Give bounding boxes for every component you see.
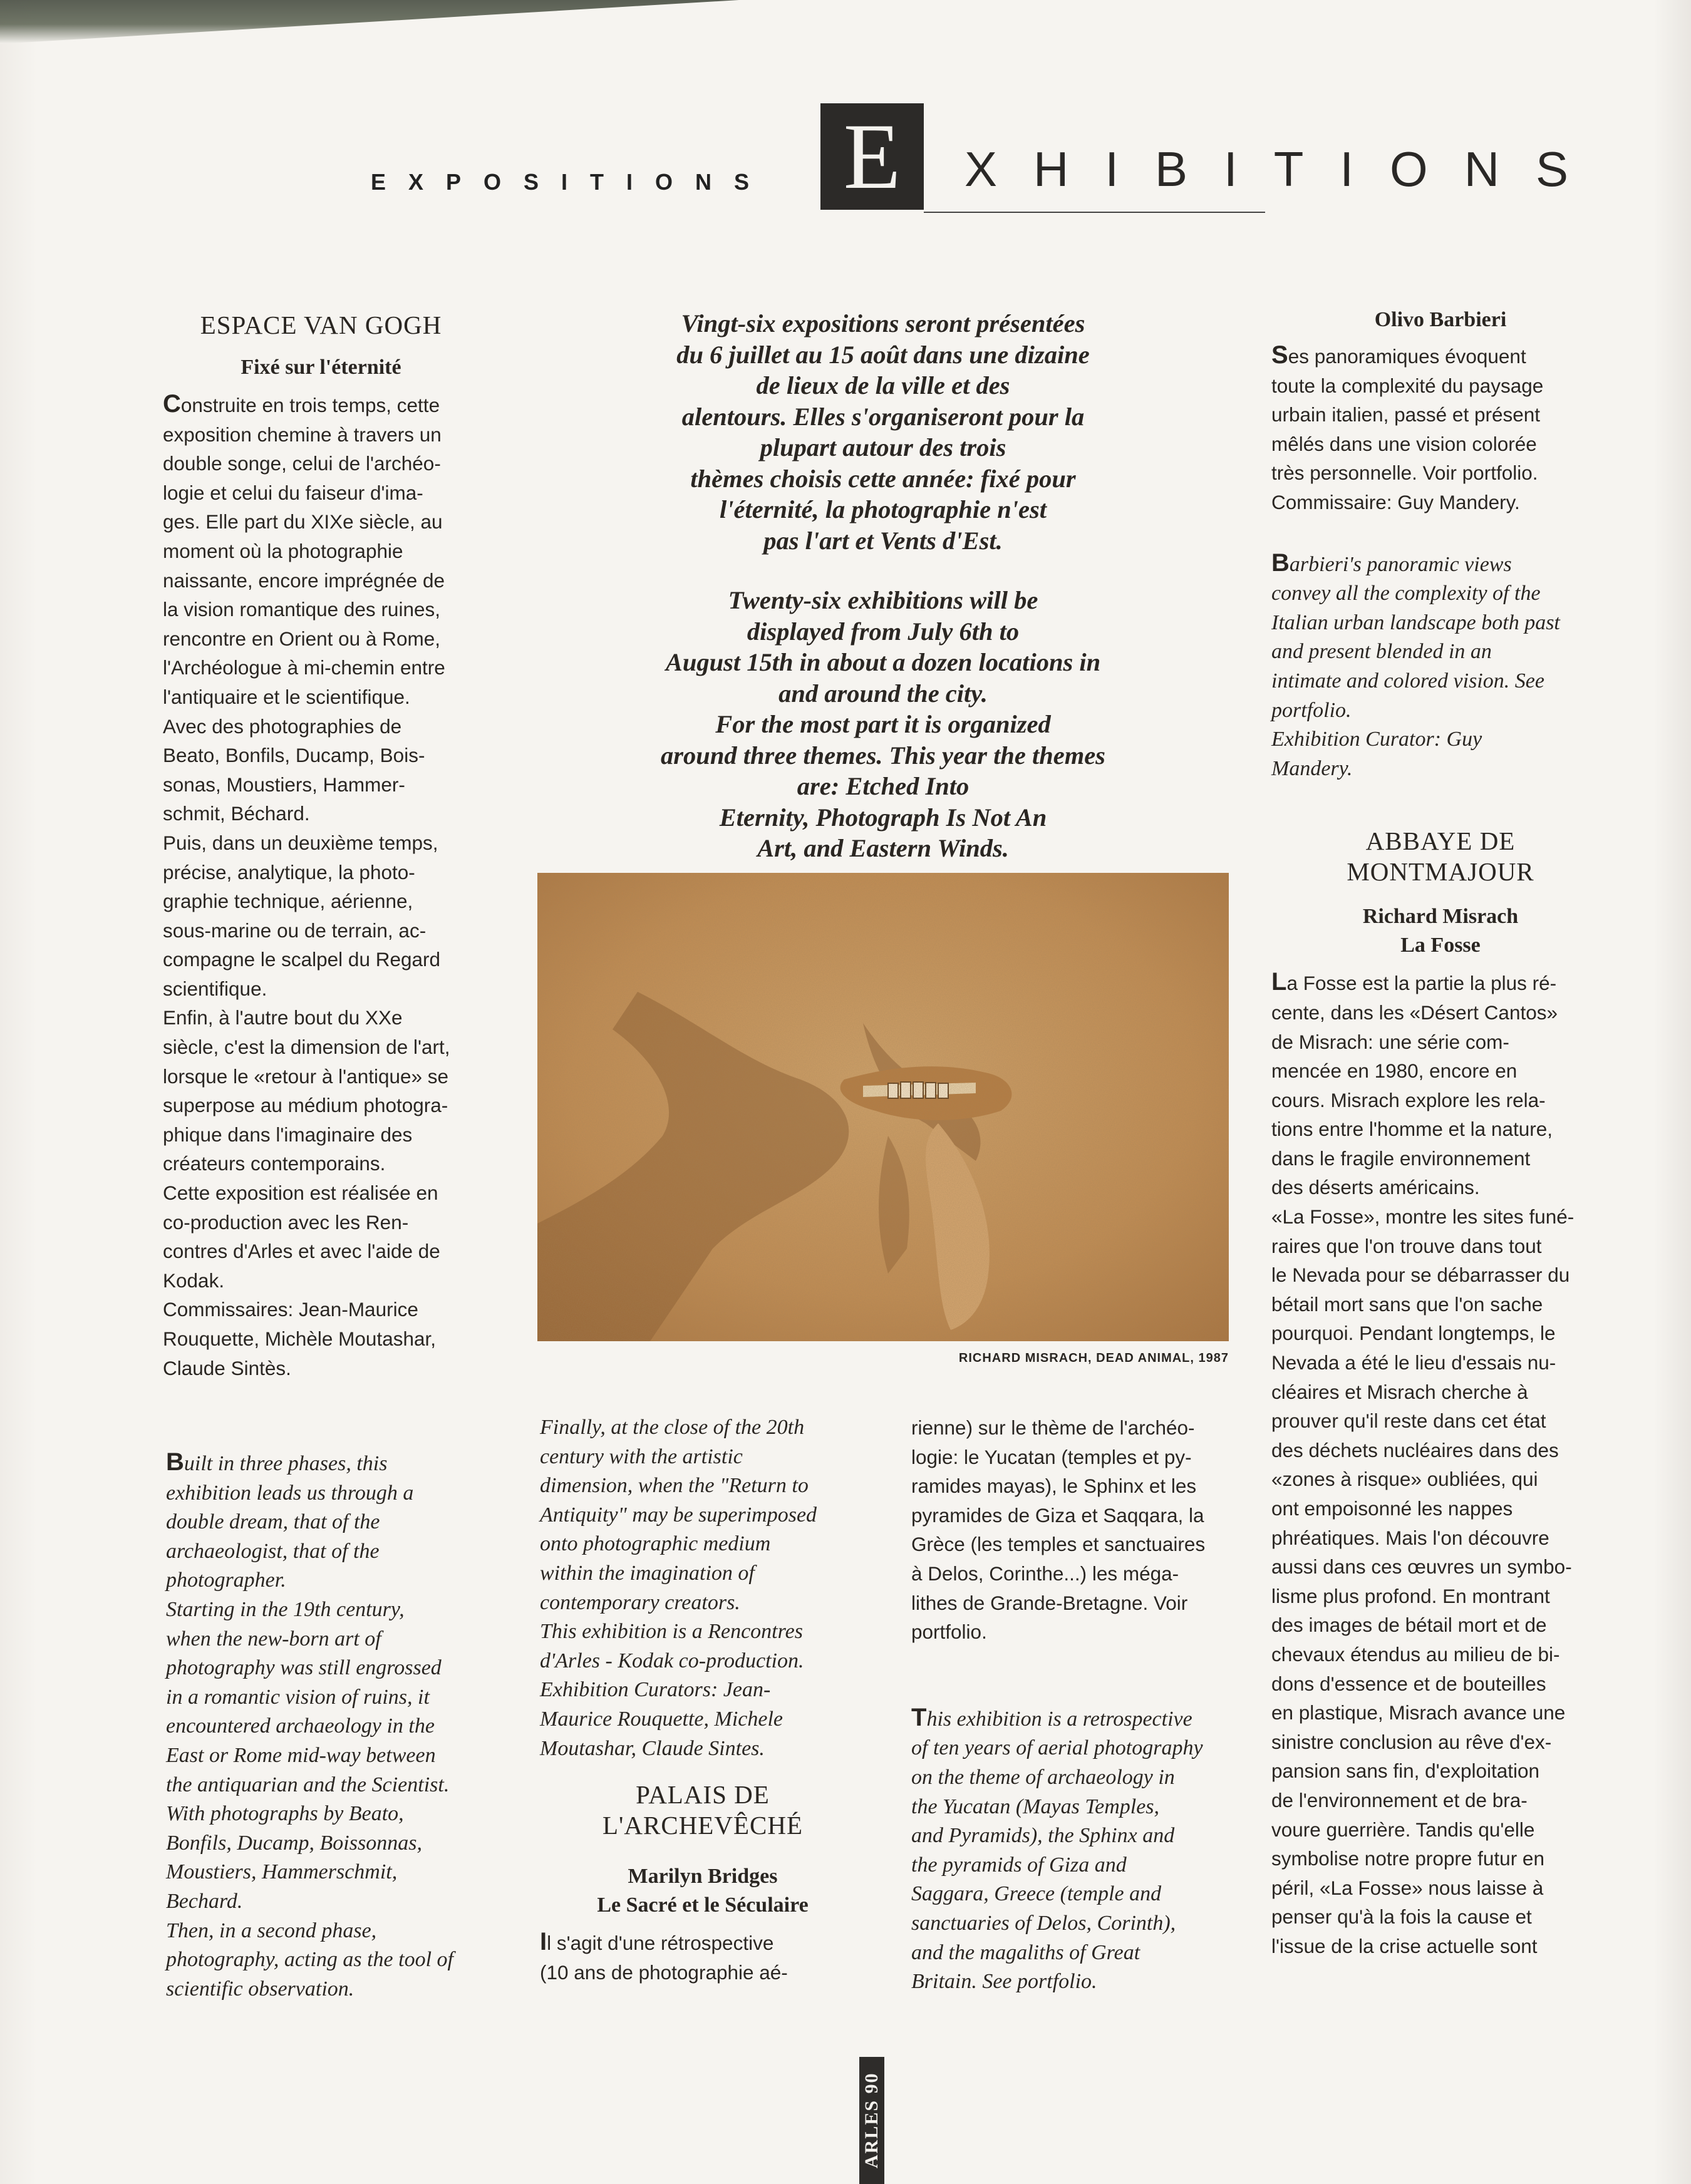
column-3: [911, 1413, 1249, 1997]
photo-image: [537, 873, 1229, 1341]
french-body-text: [540, 1927, 866, 1987]
english-paragraph: uilt in three phases, this exhibition leads us through a double dream, that of the archaeologist, that of the photographer. Starting in the 19th century, when the new-born art of photography was still engrossed in a romantic vision of ruins, it encountered archaeology in the East or Rome mid-way between the antiquarian and the Scientist. With photographs by Beato, Bonfils, Ducamp, Boissonnas, Moustiers, Hammerschmit, Bechard. Then, in a second phase, photography, acting as the tool of scientific observation.: [166, 1452, 453, 2001]
intro-english: Twenty-six exhibitions will be displayed from July 6th to August 15th in about a dozen locations in and around the city. For the most part it is organized around three themes. This year the themes are: Etched Into Eternity, Photograph Is Not An Art, and Eastern Winds.: [661, 586, 1105, 862]
dropcap: B: [1271, 549, 1290, 577]
section-title-palais-archeveche: PALAIS DE L'ARCHEVÊCHÉ: [602, 1780, 804, 1840]
column-1: [163, 310, 479, 1383]
section-title-abbaye-montmajour: ABBAYE DE MONTMAJOUR: [1347, 827, 1534, 887]
english-body-text: Finally, at the close of the 20th century with the artistic dimension, when the "Return to Antiquity" may be superimposed onto photographic medium within the imagination of contemporary creators. This exhibition is a Rencontres d'Arles - Kodak co-production. Exhibition Curators: Jean- Maurice Rouquette, Michele Moutashar, Claude Sintes.: [540, 1416, 817, 1760]
dropcap: B: [166, 1448, 184, 1476]
section-title-espace-van-gogh: ESPACE VAN GOGH: [200, 311, 442, 339]
english-body-text: [1271, 549, 1610, 784]
dropcap: L: [1271, 968, 1287, 996]
dropcap: I: [540, 1928, 547, 1956]
dropcap: T: [911, 1703, 927, 1731]
column-4: [1271, 306, 1610, 1961]
section-subtitle: Richard Misrach La Fosse: [1362, 905, 1519, 957]
section-subtitle: Fixé sur l'éternité: [240, 356, 401, 379]
french-body-text: [163, 389, 479, 1383]
column-2: [540, 1413, 866, 1987]
header-initial-box: E: [820, 103, 924, 210]
french-body-text: rienne) sur le thème de l'archéo- logie: le Yucatan (temples et py- ramides mayas), le Sphinx et les pyramides de Giza et Saqqara, la Grèce (les temples et sanctuaires à Delos, Corinthe...) les méga- lithes de Grande-Bretagne. Voir portfolio.: [911, 1416, 1206, 1644]
intro-block: [582, 308, 1184, 864]
english-paragraph: his exhibition is a retrospective of ten years of aerial photography on the theme of archaeology in the Yucatan (Mayas Temples, and Pyramids), the Sphinx and the pyramids of Giza and Saggara, Greece (temple and sanctuaries of Delos, Corinth), and the magaliths of Great Britain. See portfolio.: [911, 1707, 1203, 1994]
header-rule: [924, 212, 1265, 213]
section-subtitle: Marilyn Bridges Le Sacré et le Séculaire: [597, 1865, 809, 1917]
french-paragraph: es panoramiques évoquent toute la complexité du paysage urbain italien, passé et présent mêlés dans une vision colorée très personnelle. Voir portfolio. Commissaire: Guy Mandery.: [1271, 345, 1544, 513]
dropcap: S: [1271, 341, 1288, 369]
header-left-label: EXPOSITIONS: [371, 169, 772, 195]
folio-tab: ARLES 90: [859, 2057, 884, 2184]
english-paragraph: arbieri's panoramic views convey all the complexity of the Italian urban landscape both past and present blended in an intimate and colored vision. See portfolio. Exhibition Curator: Guy Mandery.: [1271, 552, 1560, 780]
french-body-text: [1271, 341, 1610, 517]
french-body-text: [1271, 967, 1610, 1960]
column-1-english: [166, 1448, 498, 2004]
header-right-label: XHIBITIONS: [964, 142, 1605, 197]
section-subtitle-olivo-barbieri: Olivo Barbieri: [1374, 308, 1507, 331]
photo-dead-animal: [537, 873, 1229, 1341]
intro-french: Vingt-six expositions seront présentées du 6 juillet au 15 août dans une dizaine de lieux de la ville et des alentours. Elles s'organiseront pour la plupart autour des trois thèmes choisis cette année: fixé pour l'éternité, la photographie n'est pas l'art et Vents d'Est.: [676, 309, 1090, 555]
french-paragraph: onstruite en trois temps, cette exposition chemine à travers un double songe, celui de l'archéo- logie et celui du faiseur d'ima- ges. Elle part du XIXe siècle, au moment où la photographie naissante, encore imprégnée de la vision romantique des ruines, rencontre en Orient ou à Rome, l'Archéologue à mi-chemin entre l'antiquaire et le scientifique. Avec des photographies de Beato, Bonfils, Ducamp, Bois- sonas, Moustiers, Hammer- schmit, Béchard. Puis, dans un deuxième temps, précise, analytique, la photo- graphie technique, aérienne, sous-marine ou de terrain, ac- compagne le scalpel du Regard scientifique. Enfin, à l'autre bout du XXe siècle, c'est la dimension de l'art, lorsque le «retour à l'antique» se superpose au médium photogra- phique dans l'imaginaire des créateurs contemporains. Cette exposition est réalisée en co-production avec les Ren- contres d'Arles et avec l'aide de Kodak. Commissaires: Jean-Maurice Rouquette, Michèle Moutashar, Claude Sintès.: [163, 394, 450, 1379]
english-body-text: [166, 1448, 498, 2004]
photo-caption: RICHARD MISRACH, DEAD ANIMAL, 1987: [958, 1351, 1229, 1365]
dropcap: C: [163, 390, 181, 418]
french-paragraph: a Fosse est la partie la plus ré- cente, dans les «Désert Cantos» de Misrach: une série com- mencée en 1980, encore en cours. Misrach explore les rela- tions entre l'homme et la nature, dans le fragile environnement des déserts américains. «La Fosse», montre les sites funé- raires que l'on trouve dans tout le Nevada pour se débarrasser du bétail mort sans que l'on sache pourquoi. Pendant longtemps, le Nevada a été le lieu d'essais nu- cléaires et Misrach cherche à prouver qu'il reste dans cet état des déchets nucléaires dans des «zones à risque» oubliées, qui ont empoisonné les nappes phréatiques. Mais l'on découvre aussi dans ces œuvres un symbo- lisme plus profond. En montrant des images de bétail mort et de chevaux étendus au milieu de bi- dons d'essence et de bouteilles en plastique, Misrach avance une sinistre conclusion au rêve d'ex- pansion sans fin, d'exploitation de l'environnement et de bra- voure guerrière. Tandis qu'elle symbolise notre propre futur en péril, «La Fosse» nous laisse à penser qu'à la fois la cause et l'issue de la crise actuelle sont: [1271, 972, 1575, 1957]
english-body-text: [911, 1703, 1249, 1997]
french-paragraph: l s'agit d'une rétrospective (10 ans de photographie aé-: [540, 1932, 788, 1984]
